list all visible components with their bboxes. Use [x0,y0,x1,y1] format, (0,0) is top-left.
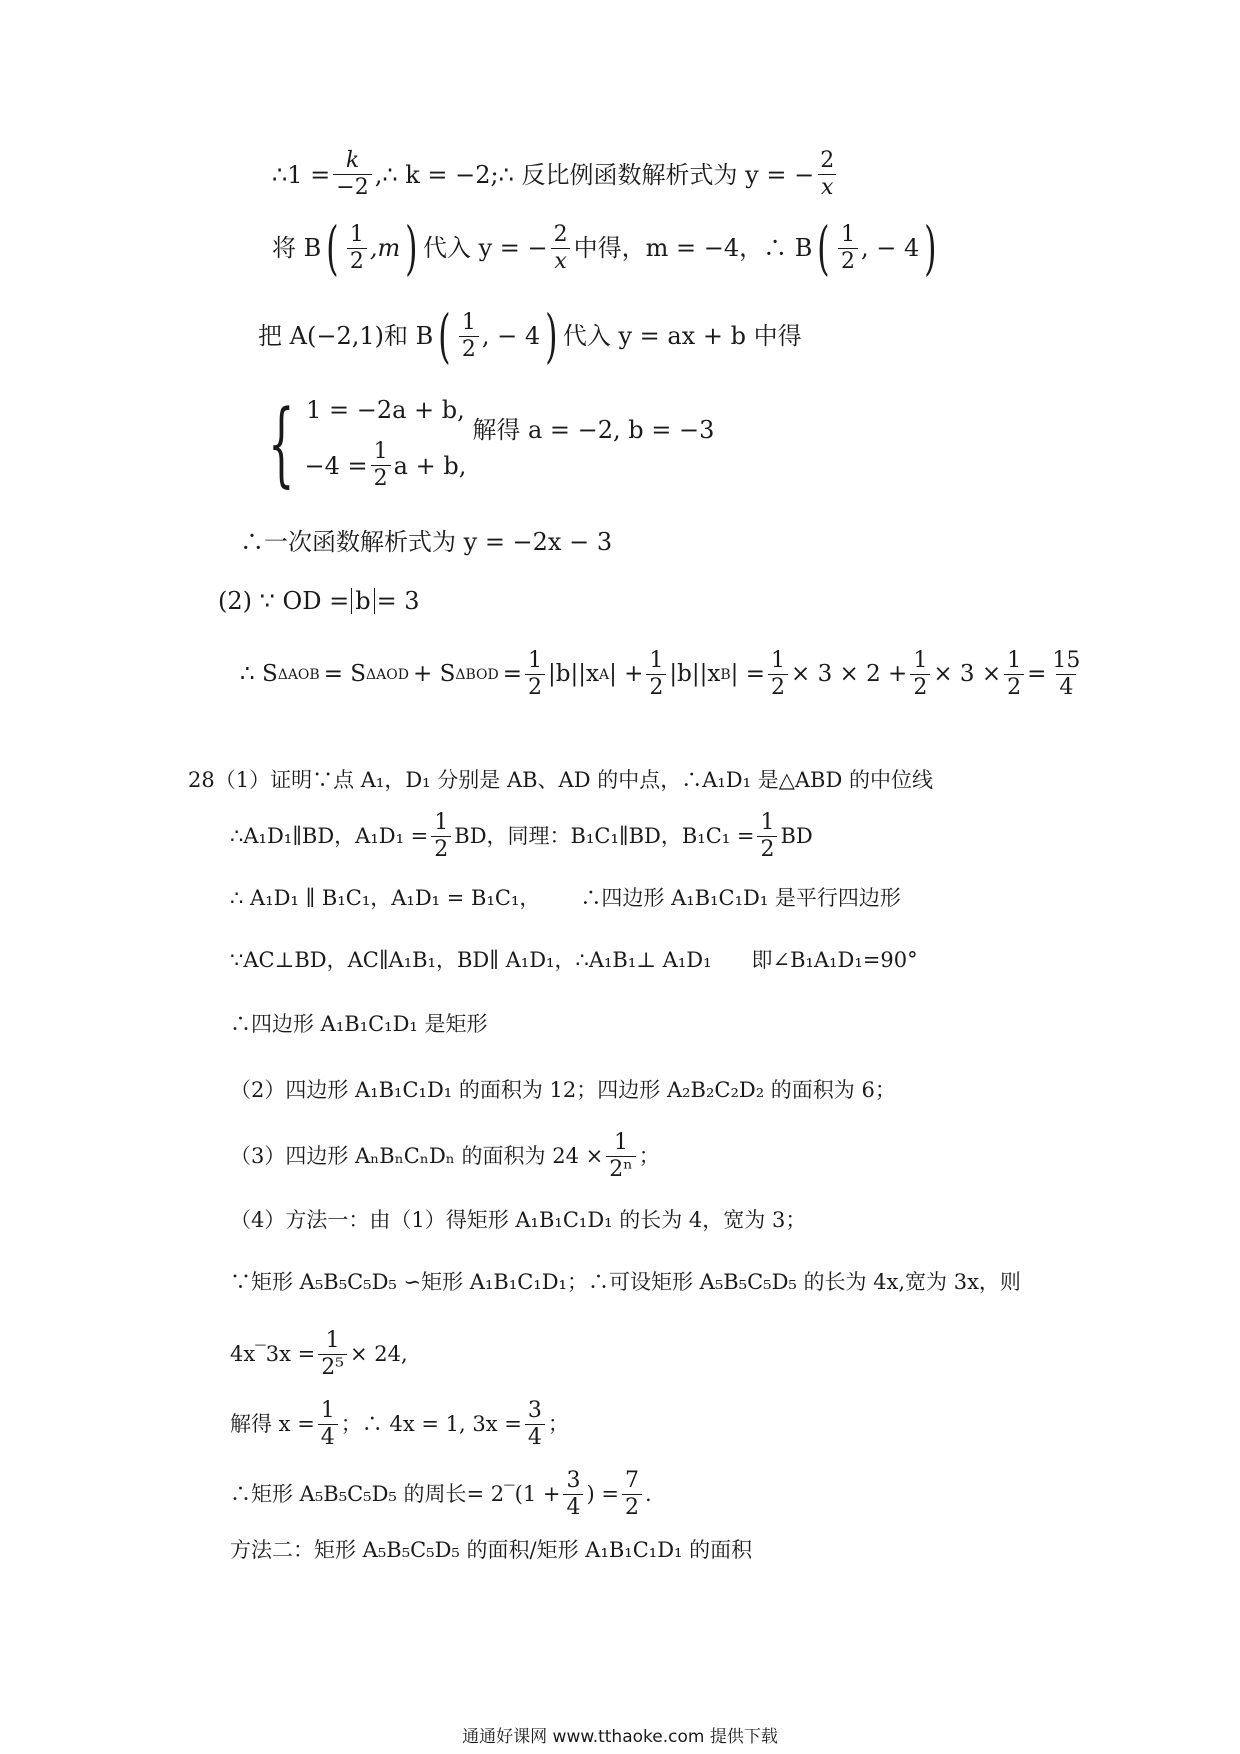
den: 4 [318,1424,338,1449]
text: ∴四边形 A₁B₁C₁D₁ 是矩形 [230,1012,488,1036]
text: 4x‾3x = [230,1342,316,1366]
text: . [644,1482,652,1506]
paren-left: ( [326,214,339,282]
q28-line-8 [230,1210,806,1231]
num: 1 [373,439,388,464]
text: 解得 a = −2, b = −3 [472,416,715,444]
q28-line-2 [230,812,813,861]
subscript: A [598,666,610,683]
line-inverse-function [272,150,840,199]
text: = [1027,661,1047,687]
num: 1 [434,810,449,835]
text: ∵矩形 A₅B₅C₅D₅ ∽矩形 A₁B₁C₁D₁；∴可设矩形 A₅B₅C₅D₅ 的长为 4x,宽为 3x，则 [230,1270,1021,1294]
den: 4 [525,1424,545,1449]
q28-line-6 [230,1080,896,1101]
num: 3 [566,1468,581,1493]
text: (2) ∵ OD = [218,587,350,616]
text: × 3 × [933,661,1002,687]
text: ∵AC⊥BD，AC∥A₁B₁，BD∥ A₁D₁，∴A₁B₁⊥ A₁D₁ [230,948,712,972]
text: ,∴ k = −2;∴ 反比例函数解析式为 y = − [374,160,815,189]
fraction [757,812,777,861]
text: ∴ S [240,661,278,687]
num: 1 [461,309,476,335]
subscript: ΔAOB [277,666,320,683]
line-linear-function [240,530,612,554]
text: + S [412,661,456,687]
den: x [818,174,836,199]
fraction [563,1470,583,1519]
subscript: ΔBOD [455,666,499,683]
num: 1 [613,1130,628,1155]
num: 1 [349,221,364,247]
fraction [459,309,479,362]
text: ) = [586,1482,619,1506]
num: 2 [553,221,568,247]
fraction [910,650,930,699]
den: x [551,248,569,273]
system-rows [305,398,467,490]
num: k [345,148,360,173]
num: 1 [1007,648,1022,673]
num: 7 [624,1468,639,1493]
subscript: ΔAOD [366,666,409,683]
num: 15 [1052,648,1081,673]
fraction [371,441,391,490]
q28-line-4 [230,950,918,971]
text: 中得，m = −4，∴ B [573,234,813,263]
paren-right: ) [545,302,558,370]
fraction [1004,650,1024,699]
brace: { [268,389,295,497]
q28-line-1 [188,770,933,791]
page-footer: 通通好课网 www.tthaoke.com 提供下载 [462,1727,778,1747]
num: 1 [527,648,542,673]
q28-line-7 [230,1132,660,1181]
text: BD，同理：B₁C₁∥BD，B₁C₁ = [454,824,755,848]
subscript: B [720,666,731,683]
text: × 24, [350,1342,408,1366]
num: 1 [760,810,775,835]
text: ∴矩形 A₅B₅C₅D₅ 的周长= 2‾(1 + [230,1482,561,1506]
text: BD [780,824,813,848]
text: | = [730,661,765,687]
num: 3 [527,1398,542,1423]
fraction [768,650,788,699]
q28-line-3 [230,888,901,909]
den: 2 [371,465,391,490]
text: ∴1 = [272,160,331,189]
den: 2 [838,248,858,273]
text: = S [323,661,367,687]
fraction [817,150,837,199]
q28-line-11 [230,1400,569,1449]
text: ；∴ 4x = 1, 3x = [340,1412,522,1436]
row [305,441,467,490]
abs-value: b [351,588,374,614]
text: a + b, [393,451,467,480]
text: 28（1）证明∵点 A₁，D₁ 分别是 AB、AD 的中点，∴A₁D₁ 是△ABD 的中位线 [188,768,933,792]
num: 1 [771,648,785,673]
fraction [1049,650,1083,699]
fraction [431,812,451,861]
num: 1 [841,221,856,247]
num: 1 [649,648,664,673]
den: 2⁵ [318,1354,347,1379]
den: 2ⁿ [606,1156,636,1181]
q28-line-9 [230,1272,1021,1293]
text: 和 B [384,322,434,351]
fraction [318,1400,338,1449]
line-substitute: 把 A ( −2,1 ) 和 B ( $\frac{1}{2}$ , − 4 ) 代入 y = ax + b 中得 [258,302,802,370]
fraction [646,650,666,699]
text: 把 A [258,322,307,351]
paren-left: ( [438,302,451,370]
fraction [551,221,571,274]
paren-left: ( [817,214,830,282]
num: 1 [913,648,928,673]
text: ； [638,1144,660,1168]
text: ∴A₁D₁∥BD，A₁D₁ = [230,824,429,848]
fraction [606,1132,636,1181]
fraction [333,150,371,199]
den: 2 [622,1494,642,1519]
fraction [525,650,545,699]
text: , − 4 [861,234,920,263]
paren-right: ) [405,214,418,282]
fraction [525,1400,545,1449]
text: 方法二：矩形 A₅B₅C₅D₅ 的面积/矩形 A₁B₁C₁D₁ 的面积 [230,1538,753,1562]
text: （3）四边形 AₙBₙCₙDₙ 的面积为 24 × [230,1144,604,1168]
text: |b||x [669,661,721,687]
den: −2 [333,174,371,199]
den: 2 [768,674,788,699]
text: 代入 y = − [422,234,548,263]
q28-line-13 [230,1540,752,1561]
q28-line-5 [230,1014,488,1035]
text: 解得 x = [230,1412,315,1436]
den: 2 [757,836,777,861]
den: 2 [1004,674,1024,699]
fraction [838,221,858,274]
text: , − 4 [481,322,541,351]
text: ； [547,1412,569,1436]
text: 代入 y = ax + b 中得 [562,322,802,351]
text: ∴一次函数解析式为 y = −2x − 3 [240,528,613,556]
num: 2 [820,148,835,173]
text: 即∠B₁A₁D₁=90° [751,948,918,972]
den: 2 [910,674,930,699]
fraction [318,1330,347,1379]
fraction [622,1470,642,1519]
text: ∴四边形 A₁B₁C₁D₁ 是平行四边形 [580,886,901,910]
den: 2 [646,674,666,699]
den: 4 [1056,674,1076,699]
text: 将 B [272,234,322,263]
text: | + [609,661,644,687]
text: × 3 × 2 + [791,661,908,687]
line-od [218,588,420,614]
text: |b||x [547,661,599,687]
den: 2 [431,836,451,861]
line-point-b [272,214,942,282]
paren-right: ) [924,214,937,282]
text: −4 = [304,451,368,480]
text: −2,1 [316,322,375,351]
num: 1 [320,1398,335,1423]
den: 2 [525,674,545,699]
text: ,m [369,234,401,263]
text: = 3 [376,587,420,616]
den: 2 [347,248,367,273]
text: （2）四边形 A₁B₁C₁D₁ 的面积为 12；四边形 A₂B₂C₂D₂ 的面积为 6； [230,1078,896,1102]
line-area [240,650,1086,699]
text: （4）方法一：由（1）得矩形 A₁B₁C₁D₁ 的长为 4，宽为 3； [230,1208,807,1232]
q28-line-10 [230,1330,408,1379]
text: ∴ A₁D₁ ∥ B₁C₁，A₁D₁ = B₁C₁， [230,886,541,910]
text: = [502,661,522,687]
fraction [347,221,367,274]
row: 1 = −2a + b, [306,396,465,424]
q28-line-12 [230,1470,652,1519]
num: 1 [325,1328,340,1353]
den: 2 [459,336,479,361]
den: 4 [563,1494,583,1519]
equation-system [252,389,715,497]
